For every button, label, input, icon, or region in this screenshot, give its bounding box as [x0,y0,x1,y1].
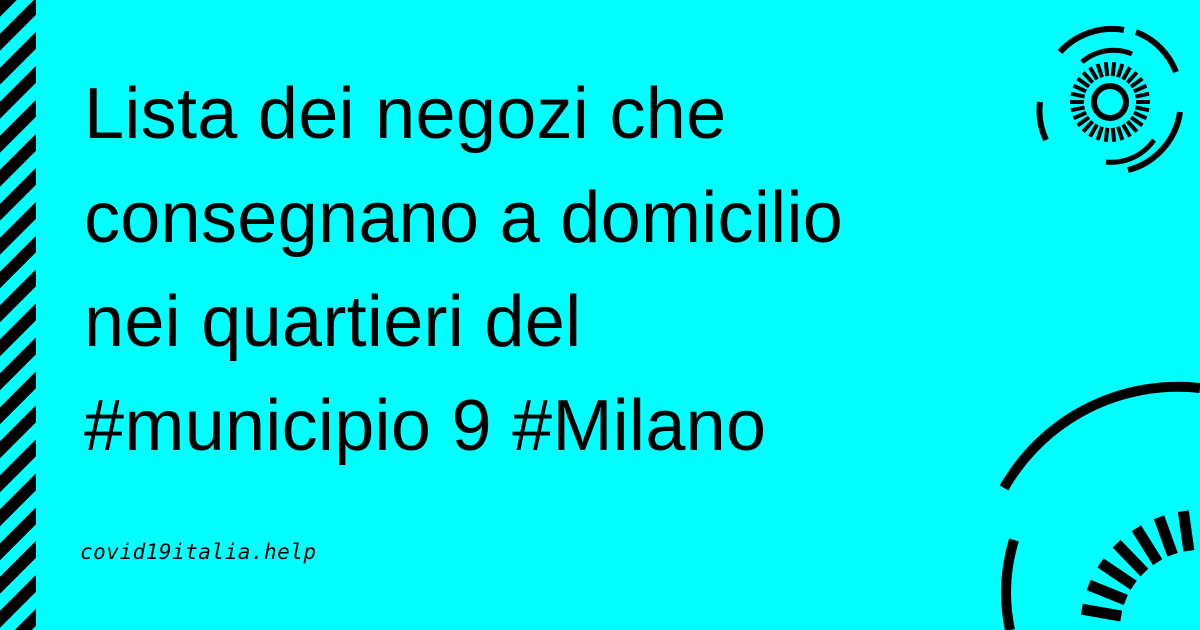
striped-side-bar [0,0,36,630]
small-emblem-tick [1071,94,1085,97]
small-emblem-tick [1071,107,1085,110]
small-emblem-tick [1113,128,1115,142]
small-emblem-tick [1074,86,1087,92]
headline [84,62,1044,478]
small-emblem-tick [1074,113,1087,119]
large-emblem-tick [1159,517,1173,555]
small-emblem-tick [1106,62,1108,76]
small-emblem-tick [1123,67,1130,79]
large-emblem-tick [1082,609,1121,616]
large-emblem-tick [1101,563,1134,585]
large-emblem-tick [1117,544,1145,573]
small-emblem-tick [1135,107,1149,110]
small-emblem-tick [1090,67,1097,79]
small-emblem-tick [1098,64,1102,77]
headline-line-1: Lista dei negozi che [84,74,727,154]
large-emblem-tick [1089,585,1126,600]
large-emblem-tick [1136,528,1157,562]
small-emblem-tick [1134,86,1147,92]
sun-burst-icon [1036,22,1184,180]
large-emblem-tick [1183,511,1189,551]
small-emblem-tick [1106,128,1108,142]
sun-burst-icon [996,380,1200,630]
small-emblem-tick [1135,94,1149,97]
small-emblem-tick [1123,125,1130,137]
small-emblem-tick [1118,64,1122,77]
headline-line-3: nei quartieri del [84,282,582,362]
headline-line-2: consegnano a domicilio [84,178,844,258]
small-emblem-tick [1113,62,1115,76]
small-emblem-tick [1090,125,1097,137]
small-emblem-tick [1098,127,1102,140]
site-link[interactable]: covid19italia.help [80,540,317,564]
headline-line-4: #municipio 9 #Milano [84,386,767,466]
small-emblem-tick [1118,127,1122,140]
small-emblem-tick [1134,113,1147,119]
